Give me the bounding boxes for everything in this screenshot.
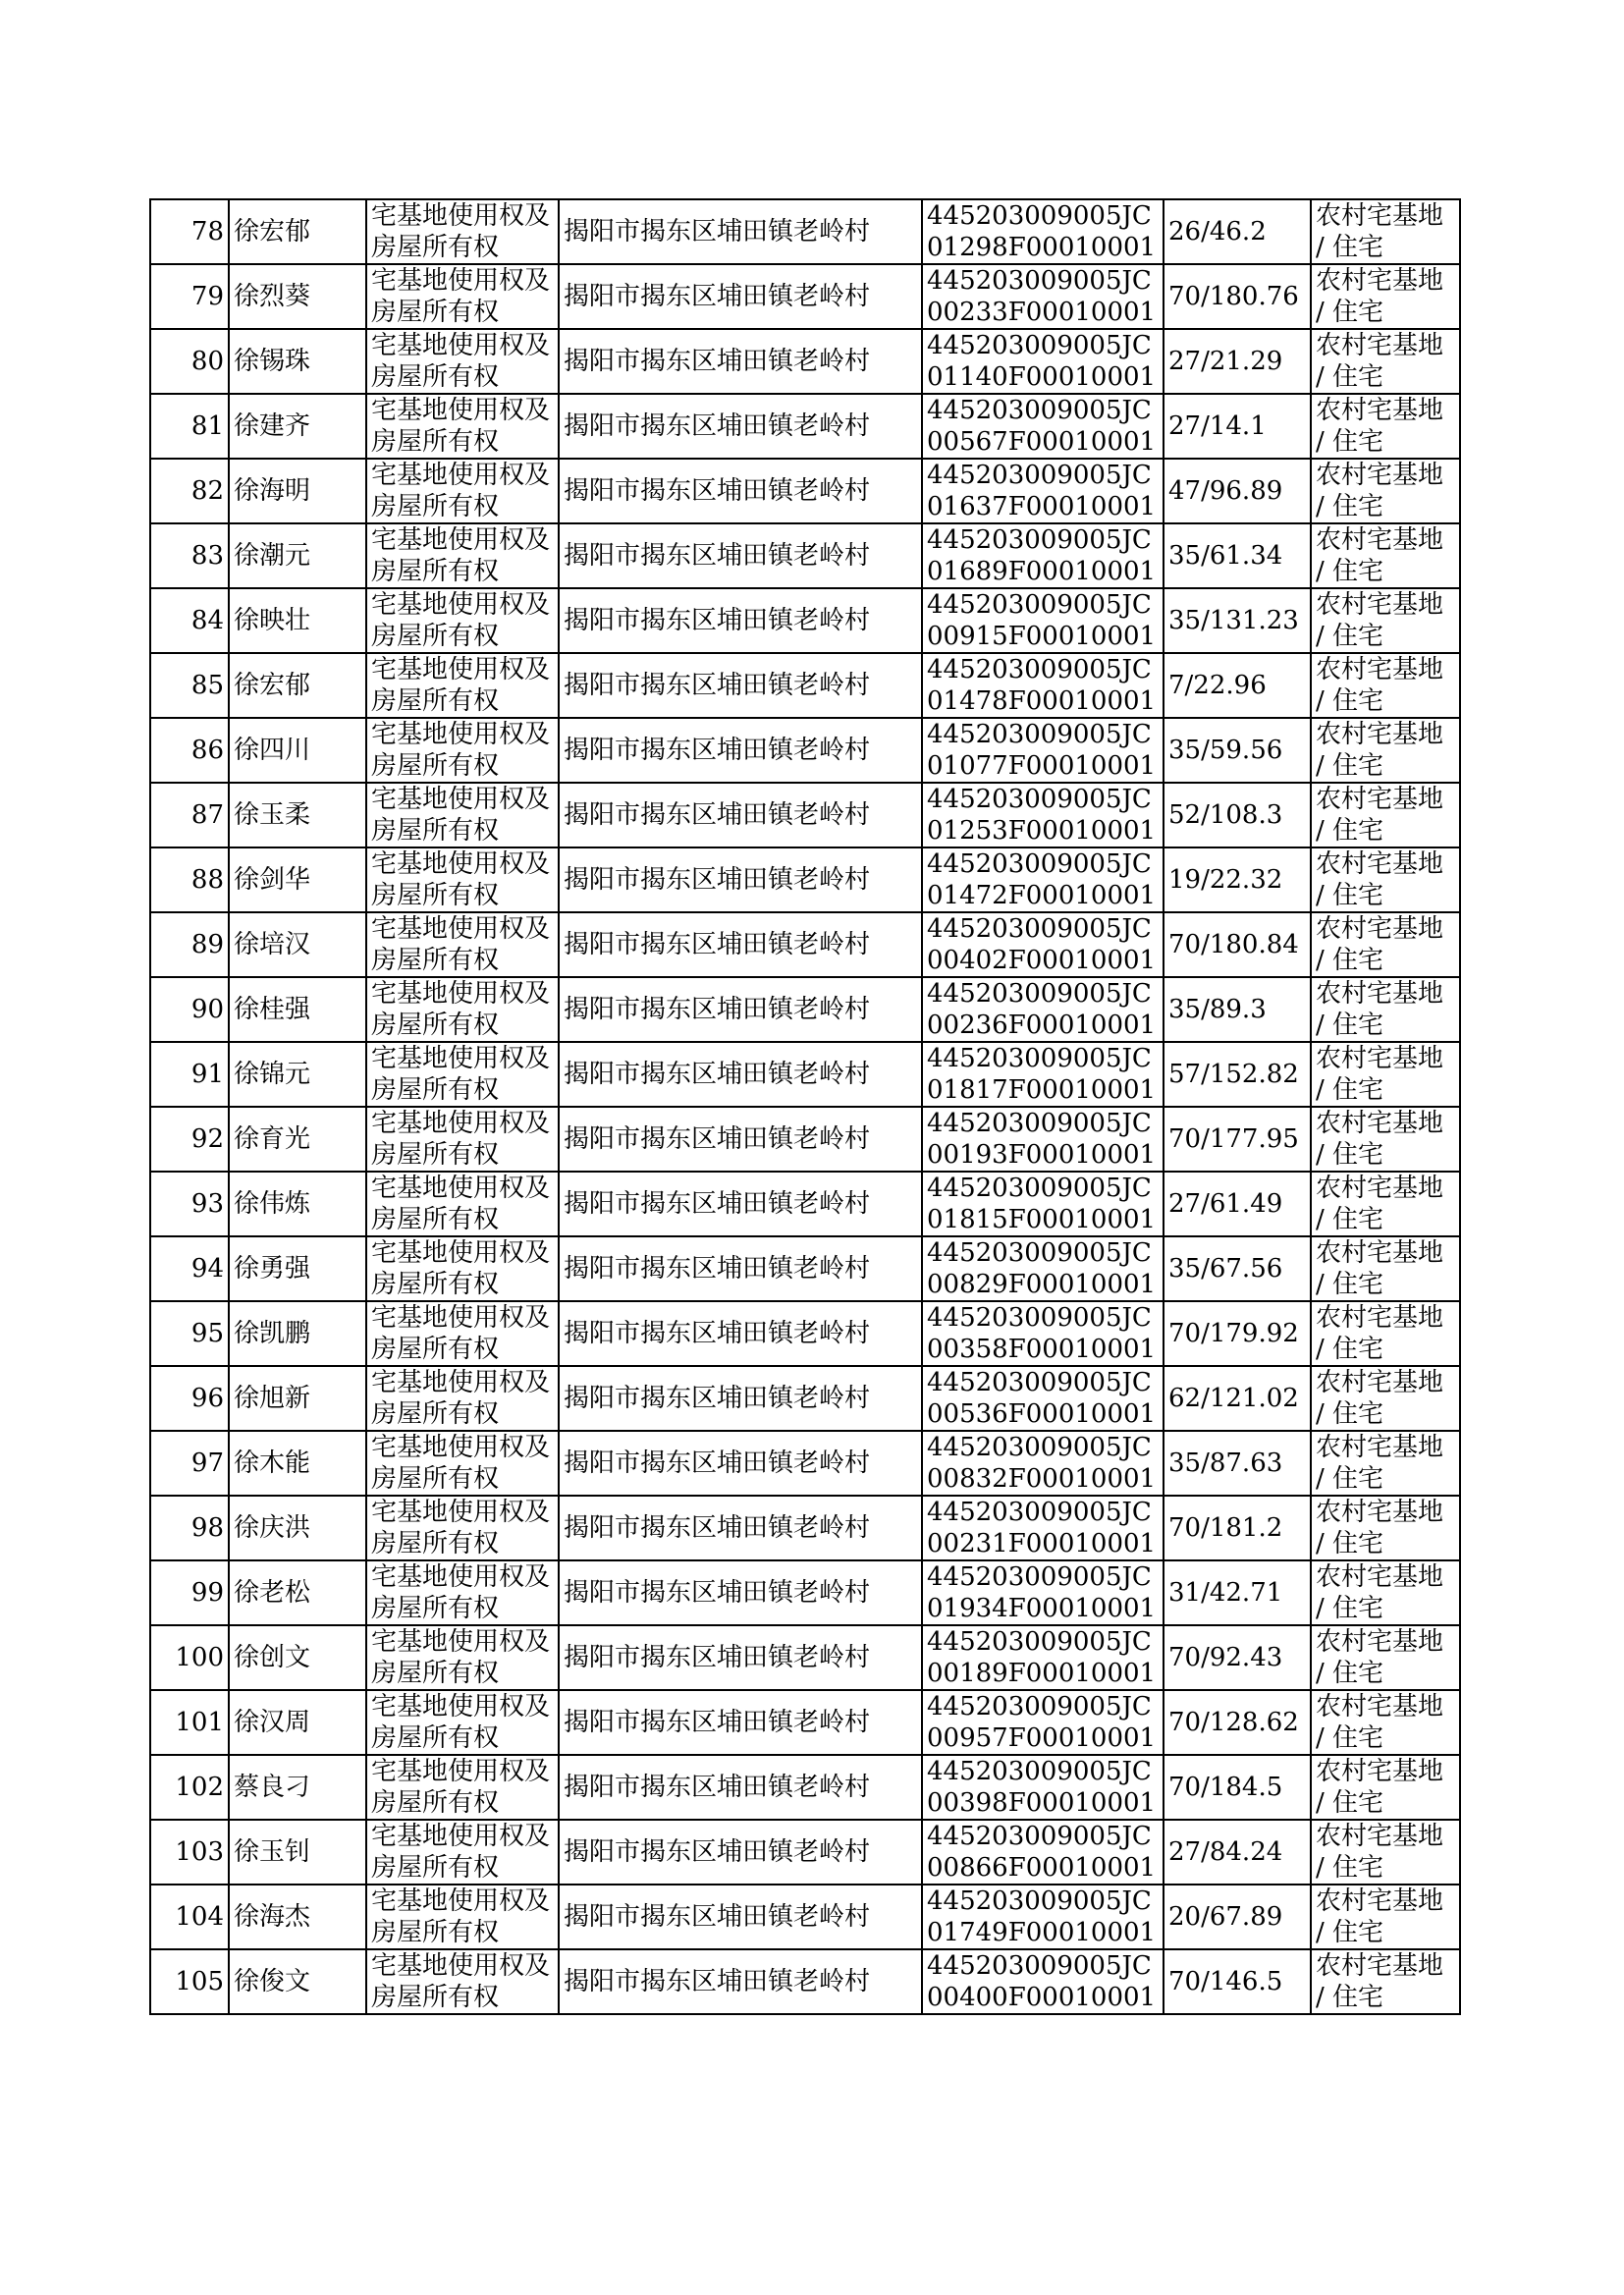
right-type-cell: 宅基地使用权及房屋所有权: [366, 523, 559, 588]
table-row: [150, 1949, 1460, 2014]
owner-name-cell: 徐剑华: [229, 847, 366, 912]
usage-cell: 农村宅基地 / 住宅: [1311, 1172, 1460, 1236]
row-number-cell: 101: [150, 1690, 229, 1755]
location-cell: 揭阳市揭东区埔田镇老岭村: [559, 394, 922, 459]
table-row: [150, 912, 1460, 977]
row-number-cell: 95: [150, 1301, 229, 1366]
table-row: [150, 1560, 1460, 1625]
unit-code-cell: 445203009005JC01298F00010001: [922, 199, 1164, 264]
right-type-cell: 宅基地使用权及房屋所有权: [366, 977, 559, 1042]
area-cell: 70/180.76: [1164, 264, 1311, 329]
right-type-cell: 宅基地使用权及房屋所有权: [366, 264, 559, 329]
row-number-cell: 96: [150, 1366, 229, 1431]
unit-code-cell: 445203009005JC01253F00010001: [922, 783, 1164, 847]
table-row: [150, 1496, 1460, 1560]
table-row: [150, 1301, 1460, 1366]
usage-cell: 农村宅基地 / 住宅: [1311, 1885, 1460, 1949]
area-cell: 70/181.2: [1164, 1496, 1311, 1560]
usage-cell: 农村宅基地 / 住宅: [1311, 1560, 1460, 1625]
owner-name-cell: 徐宏郁: [229, 199, 366, 264]
usage-cell: 农村宅基地 / 住宅: [1311, 1496, 1460, 1560]
location-cell: 揭阳市揭东区埔田镇老岭村: [559, 199, 922, 264]
row-number-cell: 85: [150, 653, 229, 718]
row-number-cell: 88: [150, 847, 229, 912]
usage-cell: 农村宅基地 / 住宅: [1311, 459, 1460, 523]
location-cell: 揭阳市揭东区埔田镇老岭村: [559, 1625, 922, 1690]
area-cell: 70/180.84: [1164, 912, 1311, 977]
row-number-cell: 83: [150, 523, 229, 588]
area-cell: 70/146.5: [1164, 1949, 1311, 2014]
unit-code-cell: 445203009005JC00231F00010001: [922, 1496, 1164, 1560]
unit-code-cell: 445203009005JC01815F00010001: [922, 1172, 1164, 1236]
location-cell: 揭阳市揭东区埔田镇老岭村: [559, 588, 922, 653]
owner-name-cell: 徐老松: [229, 1560, 366, 1625]
table-row: [150, 329, 1460, 394]
unit-code-cell: 445203009005JC00829F00010001: [922, 1236, 1164, 1301]
unit-code-cell: 445203009005JC00236F00010001: [922, 977, 1164, 1042]
unit-code-cell: 445203009005JC00189F00010001: [922, 1625, 1164, 1690]
owner-name-cell: 徐育光: [229, 1107, 366, 1172]
unit-code-cell: 445203009005JC00233F00010001: [922, 264, 1164, 329]
right-type-cell: 宅基地使用权及房屋所有权: [366, 1172, 559, 1236]
owner-name-cell: 徐宏郁: [229, 653, 366, 718]
area-cell: 31/42.71: [1164, 1560, 1311, 1625]
location-cell: 揭阳市揭东区埔田镇老岭村: [559, 783, 922, 847]
table-row: [150, 588, 1460, 653]
usage-cell: 农村宅基地 / 住宅: [1311, 264, 1460, 329]
location-cell: 揭阳市揭东区埔田镇老岭村: [559, 1949, 922, 2014]
unit-code-cell: 445203009005JC00957F00010001: [922, 1690, 1164, 1755]
unit-code-cell: 445203009005JC00536F00010001: [922, 1366, 1164, 1431]
table-row: [150, 1625, 1460, 1690]
right-type-cell: 宅基地使用权及房屋所有权: [366, 588, 559, 653]
area-cell: 27/84.24: [1164, 1820, 1311, 1885]
usage-cell: 农村宅基地 / 住宅: [1311, 718, 1460, 783]
usage-cell: 农村宅基地 / 住宅: [1311, 199, 1460, 264]
owner-name-cell: 徐木能: [229, 1431, 366, 1496]
location-cell: 揭阳市揭东区埔田镇老岭村: [559, 264, 922, 329]
area-cell: 7/22.96: [1164, 653, 1311, 718]
unit-code-cell: 445203009005JC00832F00010001: [922, 1431, 1164, 1496]
right-type-cell: 宅基地使用权及房屋所有权: [366, 1301, 559, 1366]
location-cell: 揭阳市揭东区埔田镇老岭村: [559, 1172, 922, 1236]
usage-cell: 农村宅基地 / 住宅: [1311, 1690, 1460, 1755]
location-cell: 揭阳市揭东区埔田镇老岭村: [559, 1755, 922, 1820]
location-cell: 揭阳市揭东区埔田镇老岭村: [559, 523, 922, 588]
row-number-cell: 104: [150, 1885, 229, 1949]
area-cell: 70/184.5: [1164, 1755, 1311, 1820]
right-type-cell: 宅基地使用权及房屋所有权: [366, 1755, 559, 1820]
right-type-cell: 宅基地使用权及房屋所有权: [366, 1625, 559, 1690]
row-number-cell: 91: [150, 1042, 229, 1107]
location-cell: 揭阳市揭东区埔田镇老岭村: [559, 1431, 922, 1496]
usage-cell: 农村宅基地 / 住宅: [1311, 588, 1460, 653]
location-cell: 揭阳市揭东区埔田镇老岭村: [559, 1885, 922, 1949]
location-cell: 揭阳市揭东区埔田镇老岭村: [559, 847, 922, 912]
table-row: [150, 783, 1460, 847]
unit-code-cell: 445203009005JC00567F00010001: [922, 394, 1164, 459]
owner-name-cell: 徐培汉: [229, 912, 366, 977]
usage-cell: 农村宅基地 / 住宅: [1311, 394, 1460, 459]
table-row: [150, 847, 1460, 912]
usage-cell: 农村宅基地 / 住宅: [1311, 1042, 1460, 1107]
row-number-cell: 86: [150, 718, 229, 783]
owner-name-cell: 蔡良刁: [229, 1755, 366, 1820]
area-cell: 20/67.89: [1164, 1885, 1311, 1949]
owner-name-cell: 徐创文: [229, 1625, 366, 1690]
owner-name-cell: 徐俊文: [229, 1949, 366, 2014]
table-row: [150, 1172, 1460, 1236]
location-cell: 揭阳市揭东区埔田镇老岭村: [559, 1366, 922, 1431]
row-number-cell: 103: [150, 1820, 229, 1885]
owner-name-cell: 徐勇强: [229, 1236, 366, 1301]
owner-name-cell: 徐海杰: [229, 1885, 366, 1949]
area-cell: 70/128.62: [1164, 1690, 1311, 1755]
area-cell: 35/67.56: [1164, 1236, 1311, 1301]
location-cell: 揭阳市揭东区埔田镇老岭村: [559, 1236, 922, 1301]
right-type-cell: 宅基地使用权及房屋所有权: [366, 199, 559, 264]
table-row: [150, 1042, 1460, 1107]
unit-code-cell: 445203009005JC00915F00010001: [922, 588, 1164, 653]
right-type-cell: 宅基地使用权及房屋所有权: [366, 394, 559, 459]
row-number-cell: 99: [150, 1560, 229, 1625]
row-number-cell: 100: [150, 1625, 229, 1690]
right-type-cell: 宅基地使用权及房屋所有权: [366, 1107, 559, 1172]
owner-name-cell: 徐伟炼: [229, 1172, 366, 1236]
right-type-cell: 宅基地使用权及房屋所有权: [366, 1885, 559, 1949]
location-cell: 揭阳市揭东区埔田镇老岭村: [559, 912, 922, 977]
row-number-cell: 93: [150, 1172, 229, 1236]
owner-name-cell: 徐玉柔: [229, 783, 366, 847]
table-row: [150, 1820, 1460, 1885]
row-number-cell: 90: [150, 977, 229, 1042]
area-cell: 27/14.1: [1164, 394, 1311, 459]
right-type-cell: 宅基地使用权及房屋所有权: [366, 1820, 559, 1885]
unit-code-cell: 445203009005JC01817F00010001: [922, 1042, 1164, 1107]
owner-name-cell: 徐锡珠: [229, 329, 366, 394]
area-cell: 62/121.02: [1164, 1366, 1311, 1431]
unit-code-cell: 445203009005JC00866F00010001: [922, 1820, 1164, 1885]
table-row: [150, 394, 1460, 459]
location-cell: 揭阳市揭东区埔田镇老岭村: [559, 1496, 922, 1560]
area-cell: 70/92.43: [1164, 1625, 1311, 1690]
location-cell: 揭阳市揭东区埔田镇老岭村: [559, 1820, 922, 1885]
right-type-cell: 宅基地使用权及房屋所有权: [366, 1366, 559, 1431]
usage-cell: 农村宅基地 / 住宅: [1311, 912, 1460, 977]
location-cell: 揭阳市揭东区埔田镇老岭村: [559, 1301, 922, 1366]
owner-name-cell: 徐桂强: [229, 977, 366, 1042]
table-row: [150, 1885, 1460, 1949]
area-cell: 57/152.82: [1164, 1042, 1311, 1107]
area-cell: 27/61.49: [1164, 1172, 1311, 1236]
owner-name-cell: 徐玉钊: [229, 1820, 366, 1885]
area-cell: 35/61.34: [1164, 523, 1311, 588]
area-cell: 27/21.29: [1164, 329, 1311, 394]
row-number-cell: 81: [150, 394, 229, 459]
unit-code-cell: 445203009005JC01689F00010001: [922, 523, 1164, 588]
table-row: [150, 653, 1460, 718]
table-row: [150, 718, 1460, 783]
usage-cell: 农村宅基地 / 住宅: [1311, 783, 1460, 847]
usage-cell: 农村宅基地 / 住宅: [1311, 977, 1460, 1042]
usage-cell: 农村宅基地 / 住宅: [1311, 523, 1460, 588]
area-cell: 35/59.56: [1164, 718, 1311, 783]
location-cell: 揭阳市揭东区埔田镇老岭村: [559, 1560, 922, 1625]
unit-code-cell: 445203009005JC00193F00010001: [922, 1107, 1164, 1172]
right-type-cell: 宅基地使用权及房屋所有权: [366, 1690, 559, 1755]
unit-code-cell: 445203009005JC00402F00010001: [922, 912, 1164, 977]
row-number-cell: 89: [150, 912, 229, 977]
table-row: [150, 1755, 1460, 1820]
unit-code-cell: 445203009005JC01637F00010001: [922, 459, 1164, 523]
table-row: [150, 459, 1460, 523]
area-cell: 35/87.63: [1164, 1431, 1311, 1496]
area-cell: 70/179.92: [1164, 1301, 1311, 1366]
row-number-cell: 82: [150, 459, 229, 523]
owner-name-cell: 徐四川: [229, 718, 366, 783]
row-number-cell: 97: [150, 1431, 229, 1496]
usage-cell: 农村宅基地 / 住宅: [1311, 1625, 1460, 1690]
table-row: [150, 1366, 1460, 1431]
area-cell: 19/22.32: [1164, 847, 1311, 912]
row-number-cell: 105: [150, 1949, 229, 2014]
location-cell: 揭阳市揭东区埔田镇老岭村: [559, 1107, 922, 1172]
right-type-cell: 宅基地使用权及房屋所有权: [366, 847, 559, 912]
right-type-cell: 宅基地使用权及房屋所有权: [366, 329, 559, 394]
usage-cell: 农村宅基地 / 住宅: [1311, 1107, 1460, 1172]
usage-cell: 农村宅基地 / 住宅: [1311, 1301, 1460, 1366]
area-cell: 47/96.89: [1164, 459, 1311, 523]
right-type-cell: 宅基地使用权及房屋所有权: [366, 1236, 559, 1301]
right-type-cell: 宅基地使用权及房屋所有权: [366, 1431, 559, 1496]
usage-cell: 农村宅基地 / 住宅: [1311, 653, 1460, 718]
table-body: [150, 199, 1460, 2014]
usage-cell: 农村宅基地 / 住宅: [1311, 1431, 1460, 1496]
usage-cell: 农村宅基地 / 住宅: [1311, 1949, 1460, 2014]
location-cell: 揭阳市揭东区埔田镇老岭村: [559, 1690, 922, 1755]
table-row: [150, 264, 1460, 329]
table-row: [150, 199, 1460, 264]
table-row: [150, 1431, 1460, 1496]
usage-cell: 农村宅基地 / 住宅: [1311, 1236, 1460, 1301]
area-cell: 35/131.23: [1164, 588, 1311, 653]
unit-code-cell: 445203009005JC01472F00010001: [922, 847, 1164, 912]
owner-name-cell: 徐潮元: [229, 523, 366, 588]
area-cell: 52/108.3: [1164, 783, 1311, 847]
unit-code-cell: 445203009005JC01934F00010001: [922, 1560, 1164, 1625]
owner-name-cell: 徐凯鹏: [229, 1301, 366, 1366]
right-type-cell: 宅基地使用权及房屋所有权: [366, 1496, 559, 1560]
right-type-cell: 宅基地使用权及房屋所有权: [366, 1560, 559, 1625]
right-type-cell: 宅基地使用权及房屋所有权: [366, 783, 559, 847]
owner-name-cell: 徐映壮: [229, 588, 366, 653]
owner-name-cell: 徐庆洪: [229, 1496, 366, 1560]
usage-cell: 农村宅基地 / 住宅: [1311, 329, 1460, 394]
owner-name-cell: 徐建齐: [229, 394, 366, 459]
unit-code-cell: 445203009005JC01140F00010001: [922, 329, 1164, 394]
row-number-cell: 78: [150, 199, 229, 264]
unit-code-cell: 445203009005JC00400F00010001: [922, 1949, 1164, 2014]
right-type-cell: 宅基地使用权及房屋所有权: [366, 1042, 559, 1107]
owner-name-cell: 徐锦元: [229, 1042, 366, 1107]
owner-name-cell: 徐烈葵: [229, 264, 366, 329]
right-type-cell: 宅基地使用权及房屋所有权: [366, 718, 559, 783]
location-cell: 揭阳市揭东区埔田镇老岭村: [559, 459, 922, 523]
row-number-cell: 98: [150, 1496, 229, 1560]
owner-name-cell: 徐旭新: [229, 1366, 366, 1431]
location-cell: 揭阳市揭东区埔田镇老岭村: [559, 653, 922, 718]
location-cell: 揭阳市揭东区埔田镇老岭村: [559, 329, 922, 394]
area-cell: 70/177.95: [1164, 1107, 1311, 1172]
row-number-cell: 94: [150, 1236, 229, 1301]
usage-cell: 农村宅基地 / 住宅: [1311, 1820, 1460, 1885]
right-type-cell: 宅基地使用权及房屋所有权: [366, 1949, 559, 2014]
location-cell: 揭阳市揭东区埔田镇老岭村: [559, 977, 922, 1042]
unit-code-cell: 445203009005JC01077F00010001: [922, 718, 1164, 783]
row-number-cell: 79: [150, 264, 229, 329]
table-row: [150, 523, 1460, 588]
usage-cell: 农村宅基地 / 住宅: [1311, 1755, 1460, 1820]
table-row: [150, 1107, 1460, 1172]
table-row: [150, 1236, 1460, 1301]
right-type-cell: 宅基地使用权及房屋所有权: [366, 653, 559, 718]
row-number-cell: 80: [150, 329, 229, 394]
owner-name-cell: 徐海明: [229, 459, 366, 523]
row-number-cell: 87: [150, 783, 229, 847]
right-type-cell: 宅基地使用权及房屋所有权: [366, 912, 559, 977]
location-cell: 揭阳市揭东区埔田镇老岭村: [559, 1042, 922, 1107]
unit-code-cell: 445203009005JC01749F00010001: [922, 1885, 1164, 1949]
right-type-cell: 宅基地使用权及房屋所有权: [366, 459, 559, 523]
row-number-cell: 92: [150, 1107, 229, 1172]
location-cell: 揭阳市揭东区埔田镇老岭村: [559, 718, 922, 783]
row-number-cell: 102: [150, 1755, 229, 1820]
unit-code-cell: 445203009005JC00358F00010001: [922, 1301, 1164, 1366]
area-cell: 26/46.2: [1164, 199, 1311, 264]
owner-name-cell: 徐汉周: [229, 1690, 366, 1755]
unit-code-cell: 445203009005JC00398F00010001: [922, 1755, 1164, 1820]
table-row: [150, 977, 1460, 1042]
unit-code-cell: 445203009005JC01478F00010001: [922, 653, 1164, 718]
usage-cell: 农村宅基地 / 住宅: [1311, 1366, 1460, 1431]
table-row: [150, 1690, 1460, 1755]
row-number-cell: 84: [150, 588, 229, 653]
registry-table: [149, 198, 1461, 2015]
usage-cell: 农村宅基地 / 住宅: [1311, 847, 1460, 912]
area-cell: 35/89.3: [1164, 977, 1311, 1042]
